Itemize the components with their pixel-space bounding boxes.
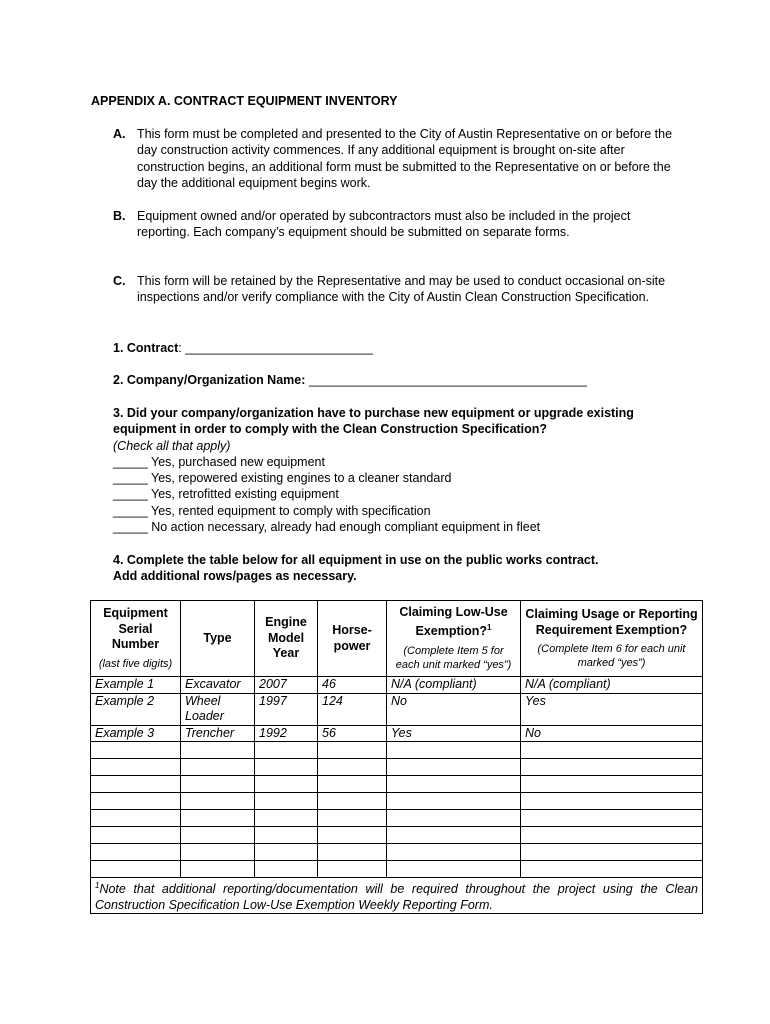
- cell-serial[interactable]: Example 2: [91, 693, 181, 725]
- instruction-letter: C.: [113, 274, 126, 288]
- cell-usage[interactable]: Yes: [521, 693, 703, 725]
- cell-low-use[interactable]: No: [387, 693, 521, 725]
- cell-low-use[interactable]: Yes: [387, 725, 521, 742]
- instruction-text: Equipment owned and/or operated by subcontractors must also be included in the project reporting. Each company’s equipment should be submitted on separate forms.: [137, 209, 631, 240]
- footnote-mark: 1: [95, 881, 100, 890]
- question-4-line2: Add additional rows/pages as necessary.: [113, 569, 357, 584]
- question-4: [113, 552, 693, 585]
- cell-type[interactable]: Excavator: [181, 677, 255, 694]
- footnote-ref: 1: [487, 623, 492, 633]
- company-blank[interactable]: ________________________________________: [308, 373, 587, 387]
- instruction-text: This form must be completed and presented to the City of Austin Representative on or before the day construction activity commences. If any additional equipment is brought on-site after construction begins, an additional form must be submitted to the Representative on or before the day the additional equipment begins work.: [137, 127, 673, 190]
- cell-hp[interactable]: 124: [318, 693, 387, 725]
- table-row: [91, 693, 703, 725]
- empty-row: [91, 810, 703, 827]
- header-serial: Equipment Serial Number (last five digits): [91, 601, 181, 677]
- header-engine-year: Engine Model Year: [255, 601, 318, 677]
- question-3-hint: (Check all that apply): [113, 438, 231, 453]
- header-low-use: Claiming Low-Use Exemption?$^1$ (Complete Item 5 for each unit marked “yes”): [387, 601, 521, 677]
- cell-usage[interactable]: N/A (compliant): [521, 677, 703, 694]
- question-3-text: 3. Did your company/organization have to purchase new equipment or upgrade existing equipment in order to comply with the Clean Construction Specification?: [113, 406, 634, 437]
- checkbox-option[interactable]: _____ No action necessary, already had enough compliant equipment in fleet: [113, 520, 541, 535]
- header-usage-note: (Complete Item 6 for each unit marked “yes”): [537, 643, 686, 669]
- question-4-line1: 4. Complete the table below for all equipment in use on the public works contract.: [113, 553, 599, 567]
- cell-serial[interactable]: Example 1: [91, 677, 181, 694]
- cell-hp[interactable]: 56: [318, 725, 387, 742]
- contract-field: 1. Contract: ___________________________: [113, 341, 373, 355]
- footnote-text: Note that additional reporting/documentation will be required throughout the project using the Clean Construction Specification Low-Use Exemption Weekly Reporting Form.: [95, 882, 698, 912]
- footnote-row: [91, 878, 703, 914]
- instruction-letter: A.: [113, 127, 126, 141]
- table-header-row: [91, 601, 703, 677]
- contract-label: 1. Contract: [113, 341, 179, 355]
- checkbox-option[interactable]: _____ Yes, rented equipment to comply with specification: [113, 503, 431, 518]
- empty-row: [91, 793, 703, 810]
- table-footnote: [91, 878, 703, 914]
- instruction-a: [113, 126, 673, 191]
- empty-row: [91, 844, 703, 861]
- cell-low-use[interactable]: N/A (compliant): [387, 677, 521, 694]
- instruction-text: This form will be retained by the Representative and may be used to conduct occasional on-site inspections and/or verify compliance with the City of Austin Clean Construction Specification.: [137, 274, 666, 305]
- table-row: [91, 725, 703, 742]
- cell-serial[interactable]: Example 3: [91, 725, 181, 742]
- cell-type[interactable]: Trencher: [181, 725, 255, 742]
- cell-hp[interactable]: 46: [318, 677, 387, 694]
- table-row: [91, 677, 703, 694]
- empty-row: [91, 861, 703, 878]
- company-label: 2. Company/Organization Name:: [113, 373, 306, 387]
- instruction-letter: B.: [113, 209, 126, 223]
- header-low-use-note: (Complete Item 5 for each unit marked “yes”): [395, 645, 512, 672]
- checkbox-option[interactable]: _____ Yes, purchased new equipment: [113, 454, 325, 469]
- question-3: [113, 405, 693, 535]
- cell-year[interactable]: 1992: [255, 725, 318, 742]
- checkbox-option[interactable]: _____ Yes, retrofitted existing equipment: [113, 487, 339, 502]
- header-usage-exemption: Claiming Usage or Reporting Requirement Exemption? (Complete Item 6 for each unit marked “yes”): [521, 601, 703, 677]
- company-field: [113, 372, 693, 388]
- empty-row: [91, 759, 703, 776]
- header-type: Type: [181, 601, 255, 677]
- header-serial-note: (last five digits): [98, 657, 173, 670]
- instruction-b: [113, 208, 673, 241]
- contract-blank[interactable]: ___________________________: [185, 341, 373, 355]
- instruction-c: [113, 273, 673, 306]
- empty-row: [91, 742, 703, 759]
- checkbox-option[interactable]: _____ Yes, repowered existing engines to a cleaner standard: [113, 471, 452, 486]
- empty-row: [91, 776, 703, 793]
- empty-row: [91, 827, 703, 844]
- page-title: APPENDIX A. CONTRACT EQUIPMENT INVENTORY: [91, 94, 398, 108]
- equipment-table: [90, 600, 703, 914]
- cell-year[interactable]: 2007: [255, 677, 318, 694]
- cell-usage[interactable]: No: [521, 725, 703, 742]
- cell-year[interactable]: 1997: [255, 693, 318, 725]
- cell-type[interactable]: Wheel Loader: [181, 693, 255, 725]
- header-horsepower: Horse-power: [318, 601, 387, 677]
